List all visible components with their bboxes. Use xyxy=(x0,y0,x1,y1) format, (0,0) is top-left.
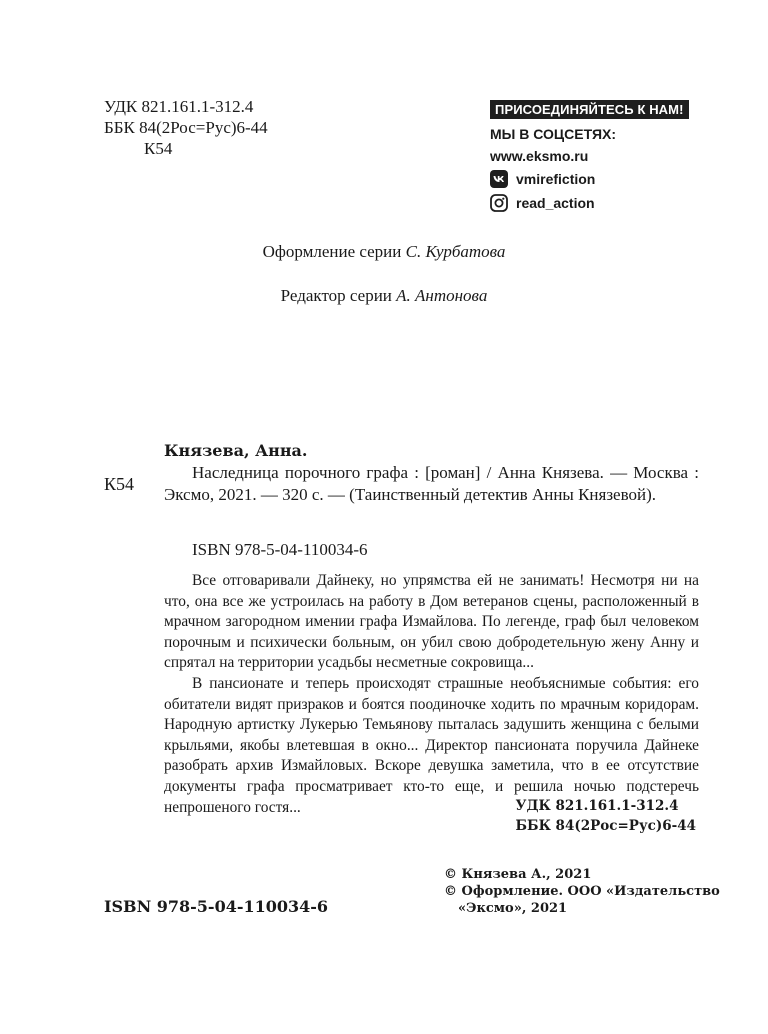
design-label: Оформление серии xyxy=(262,242,402,261)
social-heading: МЫ В СОЦСЕТЯХ: xyxy=(490,126,617,142)
editor-credit xyxy=(0,286,768,306)
catalog-entry xyxy=(164,440,699,506)
catalog-isbn: ISBN 978-5-04-110034-6 xyxy=(192,540,368,559)
site-link[interactable]: www.eksmo.ru xyxy=(490,148,589,164)
copyright-design-1: © Оформление. ООО «Издательство xyxy=(444,884,720,899)
vk-icon xyxy=(490,170,508,188)
social-block xyxy=(490,100,700,215)
join-banner: ПРИСОЕДИНЯЙТЕСЬ К НАМ! xyxy=(490,100,689,119)
annotation-paragraph-1: Все отговаривали Дайнеку, но упрямства ей не занимать! Несмотря ни на что, она все же устроилась на работу в Дом ветеранов сцены, расположенный в мрачном загородном имении графа Измайлова. По легенде, граф был человеком порочным и психически больным, он убил свою добродетельную жену Анну и спрятал на территории усадьбы несметные сокровища... xyxy=(164,572,699,672)
design-credit xyxy=(0,242,768,262)
annotation xyxy=(164,571,699,818)
editor-name: А. Антонова xyxy=(396,286,488,305)
instagram-icon xyxy=(490,194,508,212)
bbk-code: ББК 84(2Рос=Рус)6-44 xyxy=(104,118,268,137)
catalog-author: Князева, Анна. xyxy=(164,441,308,460)
copyright-author: © Князева А., 2021 xyxy=(444,867,592,882)
editor-label: Редактор серии xyxy=(280,286,392,305)
instagram-handle: read_action xyxy=(516,195,595,211)
author-mark: К54 xyxy=(144,139,173,158)
vk-handle: vmirefiction xyxy=(516,171,596,187)
vk-row[interactable] xyxy=(490,167,700,191)
catalog-mark: К54 xyxy=(104,474,135,494)
footer-classification xyxy=(516,796,697,836)
classification-block xyxy=(104,96,268,159)
footer-bbk: ББК 84(2Рос=Рус)6-44 xyxy=(515,818,696,834)
footer-isbn: ISBN 978-5-04-110034-6 xyxy=(104,897,329,916)
annotation-paragraph-2: В пансионате и теперь происходят страшные необъяснимые события: его обитатели видят призраков и боятся поодиночке ходить по мрачным коридорам. Народную артистку Лукерью Темьянову пыталась задушить женщина с белыми крыльями, якобы влетевшая в окно... Директор пансионата поручила Дайнеке разобрать архив Измайловых. Вскоре девушка заметила, что в ее отсутствие документы графа просматривает кто-то еще, и решила ночью подстеречь непрошеного гостя... xyxy=(164,674,699,816)
udk-code: УДК 821.161.1-312.4 xyxy=(104,97,254,116)
design-name: С. Курбатова xyxy=(405,242,506,261)
copyright-design-2: «Эксмо», 2021 xyxy=(458,901,568,916)
catalog-description: Наследница порочного графа : [роман] / Анна Князева. — Москва : Эксмо, 2021. — 320 с. — (Таинственный детектив Анны Князевой). xyxy=(164,463,699,504)
footer-udk: УДК 821.161.1-312.4 xyxy=(515,798,679,814)
copyright-block xyxy=(444,866,720,917)
instagram-row[interactable] xyxy=(490,191,700,215)
